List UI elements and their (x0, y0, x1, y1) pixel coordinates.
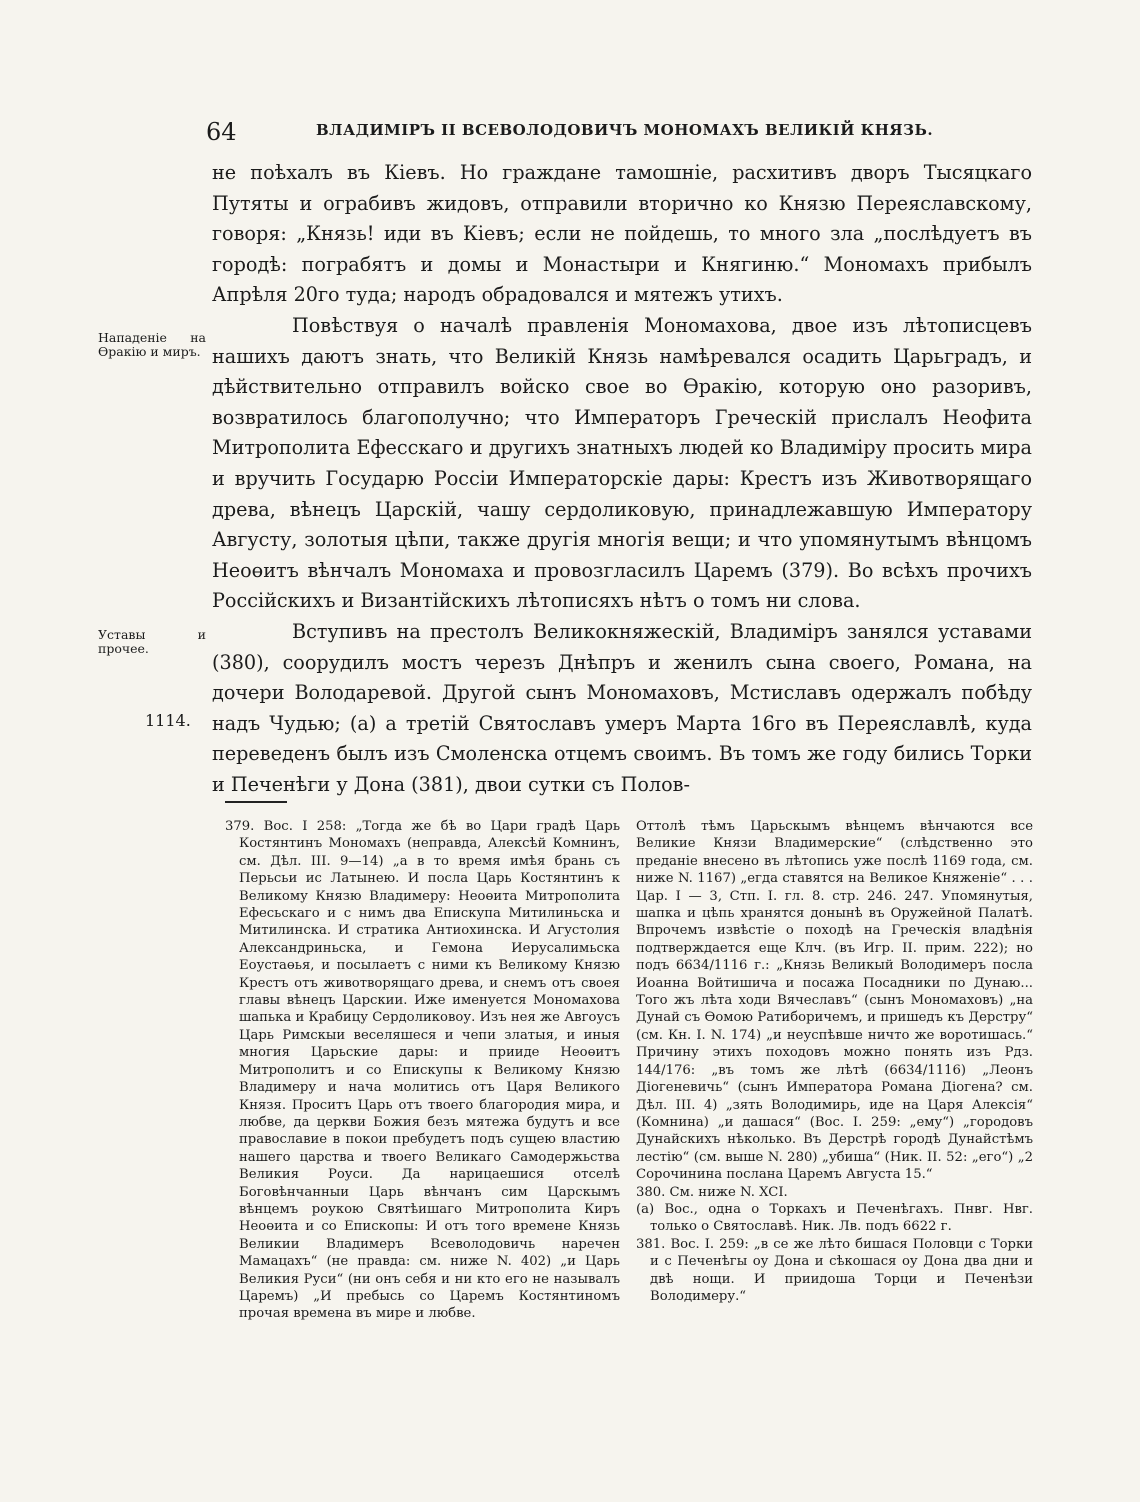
paragraph-3: Вступивъ на престолъ Великокняжескiй, Владимiръ занялся уставами (380), соорудилъ мостъ черезъ Днѣпръ и женилъ сына своего, Романа, на дочери Володаревой. Другой сынъ Мономаховъ, Мстиславъ одержалъ побѣду надъ Чудью; (а) а третiй Святославъ умеръ Марта 16го въ Переяславлѣ, куда переведенъ былъ изъ Смоленска отцемъ своимъ. Въ томъ же году бились Торки и Печенѣги у Дона (381), двои сутки съ Полов- (212, 619, 1032, 796)
footnotes-left-column (225, 818, 620, 1323)
paragraph-1: не поѣхалъ въ Кiевъ. Но граждане тамошнiе, расхитивъ дворъ Тысяцкаго Путяты и ограбивъ жидовъ, отправили вторично ко Князю Переяславскому, говоря: „Князь! иди въ Кiевъ; если не пойдешь, то много зла „послѣдуетъ въ городѣ: пограбятъ и домы и Монастыри и Княгиню.“ Мономахъ прибылъ Апрѣля 20го туда; народъ обрадовался и мятежъ утихъ. (212, 161, 1032, 307)
footnote-379: 379. Вос. I 258: „Тогда же бѣ во Цари градѣ Царь Костянтинъ Мономахъ (неправда, Алексѣй Комнинъ, см. Дѣл. III. 9—14) „а в то время имѣя брань съ Перьсьи ис Латынею. И посла Царь Костянтинъ к Великому Князю Владимеру: Неоөита Митрополита Ефесьскаго и с нимъ два Епискупа Митилиньска и Митилинска. И стратика Антиохинска. И Агустолия Александриньска, и Гемона Иерусалимьска Еоустаөья, и посылаетъ с ними къ Великому Князю Крестъ отъ животворящаго древа, и снемъ отъ своея главы вѣнецъ Царскии. Иже именуется Мономахова шапька и Крабицу Сердоликовоу. Изъ нея же Авгоусъ Царь Римскыи веселяшеся и чепи златыя, и иныя многия Царьские дары: и прииде Неоөитъ Митрополитъ и со Епискупы к Великому Князю Владимеру и нача молитись отъ Царя Великого Князя. Проситъ Царь отъ твоего благородия мира, и любве, да церкви Божия безъ мятежа будутъ и все православие в покои пребудетъ подъ сущею властию нашего царства и твоего Великаго Самодержьства Великия Роуси. Да нарицаешися отселѣ Боговѣнчанныи Царь вѣнчанъ сим Царскымъ вѣнцемъ роукою Святѣишаго Митрополита Киръ Неоөита и со Епископы: И отъ того времене Князь Великии Владимеръ Всеволодовичь наречен Мамацахъ“ (не правда: см. ниже N. 402) „и Царь Великия Руси“ (ни онъ себя и ни кто его не называлъ Царемъ) „И пребысь со Царемъ Костянтиномъ прочая времена въ мире и любве. (225, 819, 620, 1322)
margin-note-statutes: Уставы и прочее. (98, 627, 206, 656)
footnotes-right-column (636, 818, 1033, 1305)
footnote-379-continued: Оттолѣ тѣмъ Царьскымъ вѣнцемъ вѣнчаются все Великие Князи Владимерские“ (слѣдственно это преданiе внесено въ лѣтопись уже послѣ 1169 года, см. ниже N. 1167) „егда ставятся на Великое Княженiе“ . . . Цар. I — 3, Стп. I. гл. 8. стр. 246. 247. Упомянутыя, шапка и цѣпь хранятся донынѣ въ Оружейной Палатѣ. Впрочемъ извѣстiе о походѣ на Греческiя владѣнiя подтверждается еще Клч. (въ Игр. II. прим. 222); но подъ 6634/1116 г.: „Князь Великый Володимеръ посла Иоанна Войтишича и посажа Посадники по Дунаю... Того жъ лѣта ходи Вячеславъ“ (сынъ Мономаховъ) „на Дунай съ Өомою Ратиборичемъ, и пришедъ къ Дерстру“ (см. Кн. I. N. 174) „и неуспѣвше ничто же воротишась.“ Причину этихъ походовъ можно понять изъ Рдз. 144/176: „въ томъ же лѣтѣ (6634/1116) „Леонъ Дiогеневичь“ (сынъ Императора Романа Дiогена? см. Дѣл. III. 4) „зять Володимирь, иде на Царя Алексiя“ (Комнина) „и дашася“ (Вос. I. 259: „ему“) „городовъ Дунайскихъ нѣколько. Въ Дерстрѣ городѣ Дунайстѣмъ лестiю“ (см. выше N. 280) „убиша“ (Ник. II. 52: „его“) „2 Сорочинина послана Царемъ Августа 15.“ (636, 819, 1033, 1183)
footnote-381: 381. Вос. I. 259: „в се же лѣто бишася Половци с Торки и с Печенѣгы оу Дона и сѣкошася оу Дона два дни и двѣ нощи. И приидоша Торци и Печенѣзи Володимеру.“ (636, 1236, 1033, 1304)
page-number: 64 (206, 118, 237, 146)
running-title: ВЛАДИМIРЪ II ВСЕВОЛОДОВИЧЪ МОНОМАХЪ ВЕЛИКIЙ КНЯЗЬ. (316, 121, 934, 139)
margin-note-thrace: Нападенiе на Өракiю и миръ. (98, 330, 206, 359)
footnote-a: (а) Вос., одна о Торкахъ и Печенѣгахъ. Пнвг. Нвг. только о Святославѣ. Ник. Лв. подъ 6622 г. (636, 1201, 1033, 1235)
footnote-rule (225, 801, 287, 803)
margin-note-year: 1114. (145, 711, 191, 730)
paragraph-2: Повѣствуя о началѣ правленiя Мономахова, двое изъ лѣтописцевъ нашихъ даютъ знать, что Великiй Князь намѣревался осадить Царьградъ, и дѣйствительно отправилъ войско свое во Өракiю, которую оно разоривъ, возвратилось благополучно; что Императоръ Греческiй прислалъ Неофита Митрополита Ефесскаго и другихъ знатныхъ людей ко Владимiру просить мира и вручить Государю Россiи Императорскiе дары: Крестъ изъ Животворящаго древа, вѣнецъ Царскiй, чашу сердоликовую, принадлежавшую Императору Августу, золотыя цѣпи, также другiя многiя вещи; и что упомянутымъ вѣнцомъ Неоөитъ вѣнчалъ Мономаха и провозгласилъ Царемъ (379). Во всѣхъ прочихъ Россiйскихъ и Византiйскихъ лѣтописяхъ нѣтъ о томъ ни слова. (212, 313, 1032, 613)
footnote-380: 380. См. ниже N. XCI. (636, 1184, 788, 1200)
main-text (212, 158, 1032, 800)
